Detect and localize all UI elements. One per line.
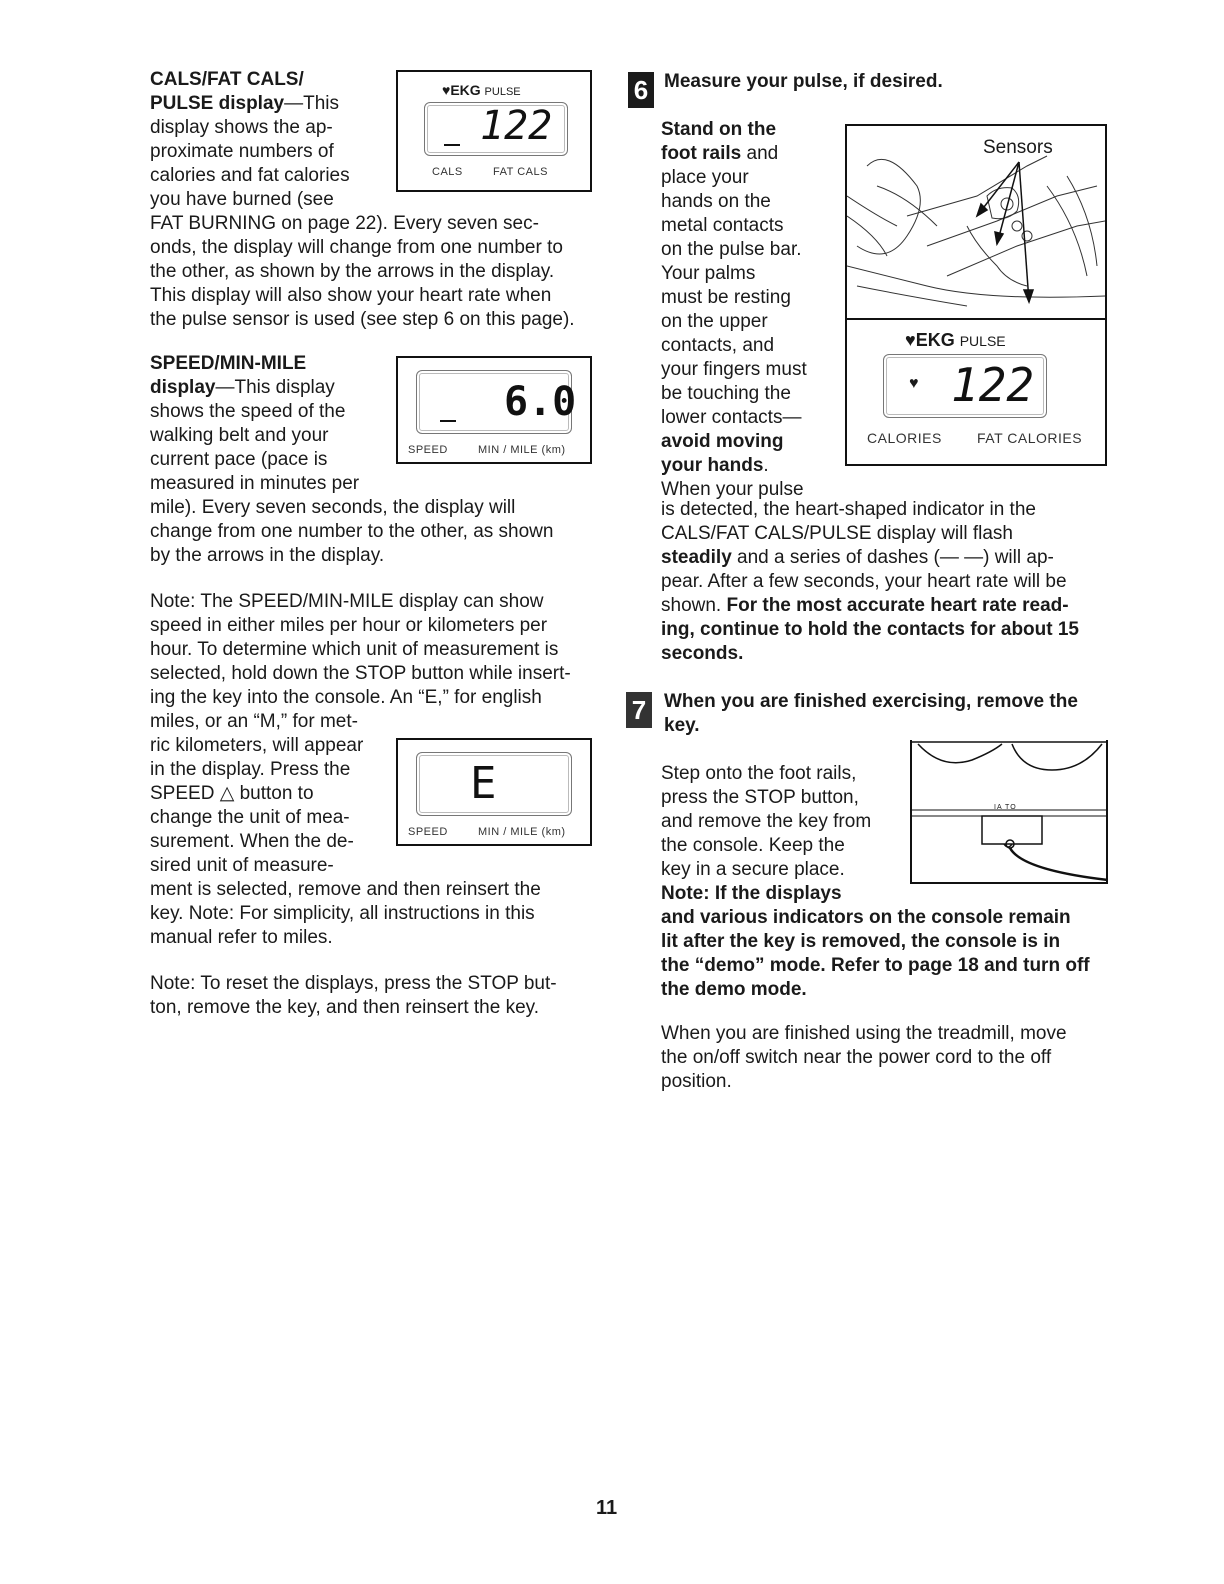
text-normal: on the upper [661, 311, 768, 332]
text-line: measured in minutes per [150, 473, 360, 494]
text-line: the “demo” mode. Refer to page 18 and turn off [661, 955, 1090, 976]
arrow-indicator [444, 144, 460, 146]
fat-calories-label: FAT CALORIES [977, 430, 1083, 446]
text-line: the on/off switch near the power cord to the off [661, 1047, 1052, 1068]
text-line: by the arrows in the display. [150, 545, 385, 566]
speed-heading-text: —This display [215, 377, 335, 398]
text-line: miles, or an “M,” for met- [150, 711, 358, 732]
speed-heading-bold: display [150, 377, 216, 398]
text-line: Step onto the foot rails, [661, 763, 857, 784]
text-line: in the display. Press the [150, 759, 351, 780]
text-line: CALS/FAT CALS/PULSE display will flash [661, 523, 1013, 544]
text-line: manual refer to miles. [150, 927, 333, 948]
text-line: key in a secure place. [661, 859, 845, 880]
sensors-figure [845, 124, 1107, 466]
cals-display-figure [396, 70, 592, 192]
lcd-value: 122 [951, 358, 1035, 412]
step-6-narrow-text [661, 118, 807, 502]
text-line [661, 286, 807, 310]
ekg-pulse-label [442, 82, 521, 100]
text-line: shows the speed of the [150, 401, 346, 422]
step-7-final-text [661, 1022, 1111, 1094]
text-line: speed in either miles per hour or kilometers per [150, 615, 548, 636]
lcd-value: 6.0 [504, 379, 577, 425]
text-normal: Your palms [661, 263, 756, 284]
cals-label: CALS [432, 166, 463, 178]
fat-cals-label: FAT CALS [493, 166, 548, 178]
text-line [661, 142, 807, 166]
text-normal: place your [661, 167, 749, 188]
text-line [661, 430, 807, 454]
text-line: This display will also show your heart rate when [150, 285, 552, 306]
text-line: you have burned (see [150, 189, 334, 210]
text-line: position. [661, 1071, 732, 1092]
text-line: proximate numbers of [150, 141, 334, 162]
key-tiny-label: IA TO [994, 804, 1017, 811]
step-6-title: Measure your pulse, if desired. [664, 71, 943, 92]
text-line: is detected, the heart-shaped indicator in the [661, 499, 1036, 520]
text-line: press the STOP button, [661, 787, 859, 808]
lcd-value: 122 [480, 103, 553, 149]
text-line [661, 310, 807, 334]
text-line: and various indicators on the console remain [661, 907, 1071, 928]
title-line: key. [664, 715, 700, 736]
text-line: the other, as shown by the arrows in the display. [150, 261, 555, 282]
page-number: 11 [596, 1497, 618, 1519]
text-line: key. Note: For simplicity, all instructions in this [150, 903, 535, 924]
text-normal: When your pulse [661, 479, 804, 500]
text-normal: lower contacts— [661, 407, 802, 428]
text-line [661, 382, 807, 406]
text-line [661, 166, 807, 190]
pulse-label: PULSE [959, 333, 1006, 349]
text-bold: For the most accurate heart rate read- [726, 595, 1069, 616]
text-normal: metal contacts [661, 215, 784, 236]
text-line: ing, continue to hold the contacts for about 15 [661, 619, 1079, 640]
text-bold: avoid moving [661, 431, 784, 452]
text-line: selected, hold down the STOP button while insert- [150, 663, 571, 684]
text-normal: shown. [661, 595, 727, 616]
step-7-title [664, 690, 1078, 738]
step-6-full-text [661, 498, 1111, 666]
text-normal: hands on the [661, 191, 771, 212]
text-normal: be touching the [661, 383, 791, 404]
speed-heading-line2 [150, 376, 335, 400]
cals-heading-text: —This [284, 93, 340, 114]
text-line [661, 454, 807, 478]
text-line: and remove the key from [661, 811, 872, 832]
cals-heading: CALS/FAT CALS/ [150, 69, 304, 90]
text-normal: your fingers must [661, 359, 807, 380]
text-line: onds, the display will change from one number to [150, 237, 563, 258]
text-line: change the unit of mea- [150, 807, 350, 828]
text-line [661, 118, 807, 142]
text-line [661, 406, 807, 430]
text-line [661, 358, 807, 382]
ekg-label: ♥EKG [905, 330, 955, 350]
text-line: Note: To reset the displays, press the STOP but- [150, 973, 557, 994]
text-line [661, 238, 807, 262]
text-normal: must be resting [661, 287, 791, 308]
text-line [661, 546, 1111, 570]
text-line: walking belt and your [150, 425, 329, 446]
note-reset [150, 972, 557, 1020]
text-line: calories and fat calories [150, 165, 350, 186]
cals-heading-line2 [150, 92, 339, 116]
title-line: When you are finished exercising, remove the [664, 691, 1078, 712]
text-line: change from one number to the other, as shown [150, 521, 554, 542]
text-normal: and a series of dashes (— —) will ap- [731, 547, 1054, 568]
text-line: When you are finished using the treadmill, move [661, 1023, 1067, 1044]
lcd-value: E [470, 758, 497, 809]
text-line: mile). Every seven seconds, the display will [150, 497, 516, 518]
text-line: ric kilometers, will appear [150, 735, 364, 756]
text-normal: on the pulse bar. [661, 239, 802, 260]
step-7-badge: 7 [626, 692, 652, 728]
text-bold: your hands [661, 455, 764, 476]
text-line: current pace (pace is [150, 449, 328, 470]
text-bold: foot rails [661, 143, 742, 164]
text-line: seconds. [661, 643, 744, 664]
text-line: surement. When the de- [150, 831, 354, 852]
text-line: the console. Keep the [661, 835, 845, 856]
text-bold: Stand on the [661, 119, 777, 140]
figure-divider [847, 318, 1105, 320]
text-bold: steadily [661, 547, 732, 568]
ekg-label: ♥EKG [442, 82, 481, 98]
heart-icon: ♥ [909, 375, 919, 392]
text-line: the pulse sensor is used (see step 6 on this page). [150, 309, 575, 330]
text-line [661, 190, 807, 214]
speed-label: SPEED [408, 444, 448, 456]
min-mile-label: MIN / MILE (km) [478, 444, 566, 456]
text-line: pear. After a few seconds, your heart rate will be [661, 571, 1067, 592]
step-6-badge: 6 [628, 72, 654, 108]
min-mile-label: MIN / MILE (km) [478, 826, 566, 838]
text-line: display shows the ap- [150, 117, 333, 138]
calories-label: CALORIES [867, 430, 942, 446]
pulse-label: PULSE [484, 86, 521, 98]
text-line: sired unit of measure- [150, 855, 334, 876]
text-normal: . [763, 455, 769, 476]
text-line: SPEED △ button to [150, 783, 314, 804]
text-line [661, 594, 1111, 618]
text-normal: contacts, and [661, 335, 775, 356]
text-normal: and [741, 143, 779, 164]
unit-display-figure [396, 738, 592, 846]
text-line: ment is selected, remove and then reinsert the [150, 879, 541, 900]
speed-display-figure [396, 356, 592, 464]
text-line [661, 262, 807, 286]
cals-heading-bold: PULSE display [150, 93, 285, 114]
text-line: hour. To determine which unit of measurement is [150, 639, 559, 660]
text-line: the demo mode. [661, 979, 807, 1000]
key-illustration [912, 740, 1108, 884]
ekg-pulse-label [905, 330, 1006, 351]
speed-label: SPEED [408, 826, 448, 838]
text-line: ing the key into the console. An “E,” for english [150, 687, 542, 708]
sensors-label: Sensors [983, 137, 1053, 158]
text-line: Note: The SPEED/MIN-MILE display can show [150, 591, 544, 612]
text-line: ton, remove the key, and then reinsert the key. [150, 997, 540, 1018]
arrow-indicator [440, 420, 456, 422]
text-line [661, 334, 807, 358]
console-hands-illustration [847, 126, 1105, 318]
text-line: FAT BURNING on page 22). Every seven sec- [150, 213, 539, 234]
text-line [661, 214, 807, 238]
text-line: lit after the key is removed, the console is in [661, 931, 1061, 952]
text-line: Note: If the displays [661, 883, 842, 904]
speed-heading: SPEED/MIN-MILE [150, 353, 307, 374]
key-figure [910, 740, 1108, 884]
